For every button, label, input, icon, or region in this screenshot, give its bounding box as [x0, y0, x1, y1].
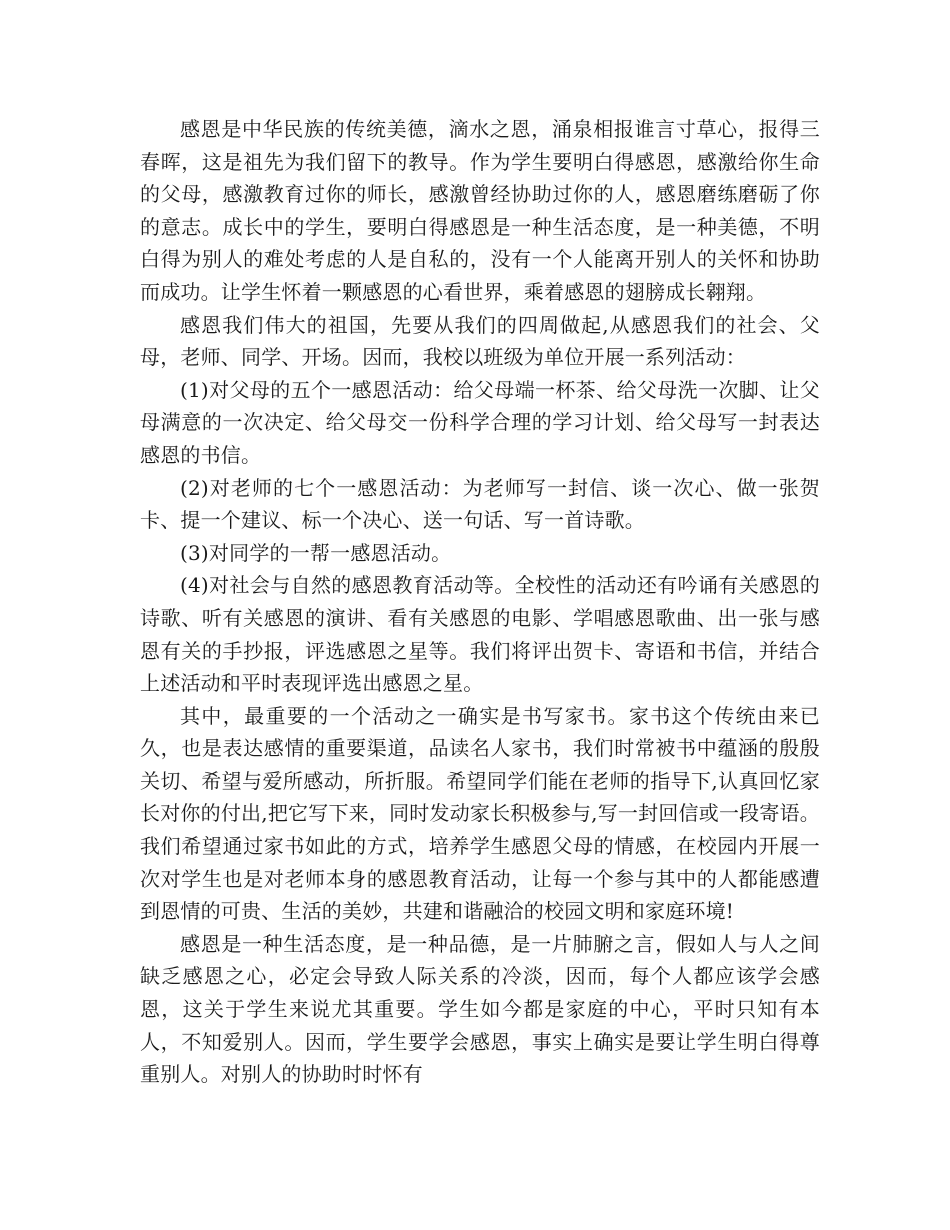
paragraph-activity-teachers: (2)对老师的七个一感恩活动：为老师写一封信、谈一次心、做一张贺卡、提一个建议、标一个决心、送一句话、写一首诗歌。 — [140, 475, 820, 533]
paragraph-family-letters: 其中，最重要的一个活动之一确实是书写家书。家书这个传统由来已久，也是表达感情的重要渠道，品读名人家书，我们时常被书中蕴涵的殷殷关切、希望与爱所感动，所折服。希望同学们能在老师的指导下,认真回忆家长对你的付出,把它写下来，同时发动家长积极参与,写一封回信或一段寄语。我们希望通过家书如此的方式，培养学生感恩父母的情感，在校园内开展一次对学生也是对老师本身的感恩教育活动，让每一个参与其中的人都能感遭到恩情的可贵、生活的美妙，共建和谐融洽的校园文明和家庭环境! — [140, 703, 820, 924]
paragraph-gratitude-attitude: 感恩是一种生活态度，是一种品德，是一片肺腑之言，假如人与人之间缺乏感恩之心，必定会导致人际关系的冷淡，因而，每个人都应该学会感恩，这关于学生来说尤其重要。学生如今都是家庭的中心，平时只知有本人，不知爱别人。因而，学生要学会感恩，事实上确实是要让学生明白得尊重别人。对别人的协助时时怀有 — [140, 931, 820, 1087]
document-body — [140, 113, 820, 1091]
paragraph-intro: 感恩是中华民族的传统美德，滴水之恩，涌泉相报谁言寸草心，报得三春晖，这是祖先为我们留下的教导。作为学生要明白得感恩，感激给你生命的父母，感激教育过你的师长，感激曾经协助过你的人，感恩磨练磨砺了你的意志。成长中的学生，要明白得感恩是一种生活态度，是一种美德，不明白得为别人的难处考虑的人是自私的，没有一个人能离开别人的关怀和协助而成功。让学生怀着一颗感恩的心看世界，乘着感恩的翅膀成长翱翔。 — [140, 117, 820, 304]
paragraph-activity-classmates: (3)对同学的一帮一感恩活动。 — [180, 540, 452, 565]
paragraph-activity-parents: (1)对父母的五个一感恩活动：给父母端一杯茶、给父母洗一次脚、让父母满意的一次决定、给父母交一份科学合理的学习计划、给父母写一封表达感恩的书信。 — [140, 377, 820, 467]
paragraph-motherland: 感恩我们伟大的祖国，先要从我们的四周做起,从感恩我们的社会、父母，老师、同学、开场。因而，我校以班级为单位开展一系列活动： — [140, 312, 820, 370]
paragraph-activity-society: (4)对社会与自然的感恩教育活动等。全校性的活动还有吟诵有关感恩的诗歌、听有关感恩的演讲、看有关感恩的电影、学唱感恩歌曲、出一张与感恩有关的手抄报，评选感恩之星等。我们将评出贺卡、寄语和书信，并结合上述活动和平时表现评选出感恩之星。 — [140, 573, 820, 696]
